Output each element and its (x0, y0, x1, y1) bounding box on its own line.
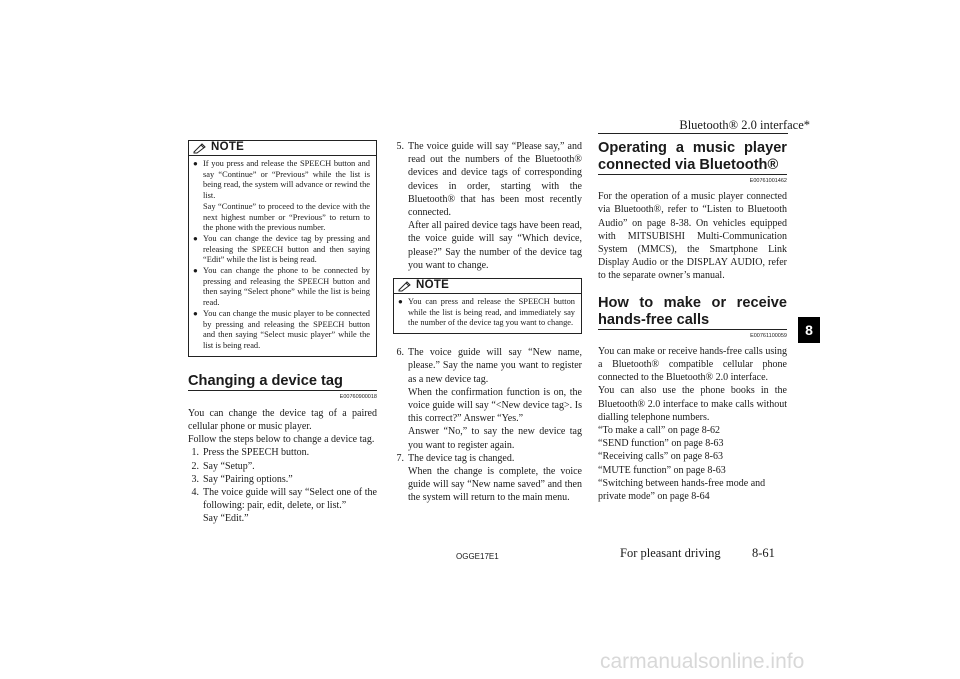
watermark: carmanualsonline.info (600, 650, 805, 673)
page-header-title: Bluetooth® 2.0 interface* (679, 118, 810, 132)
step-item: 6. The voice guide will say “New name, please.” Say the name you want to register as a new device tag. When the confirmation function is on, the voice guide will say “<New device tag>. Is this correct?” Answer “Yes.” Answer “No,” to say the new device tag you want to register again. (396, 347, 582, 451)
note-pen-icon (193, 143, 207, 154)
paragraph: You can also use the phone books in the Bluetooth® 2.0 interface to make calls without dialling telephone numbers. (598, 385, 787, 423)
paragraph: Follow the steps below to change a device tag. (188, 434, 375, 446)
step-item: 5. The voice guide will say “Please say,” and read out the numbers of the Bluetooth® devices and device tags of corresponding devices in order, starting with the Bluetooth® that has been most recently connected. After all paired device tags have been read, the voice guide will say “Which device, please?” Say the number of the device tag you want to change. (396, 141, 582, 271)
bullet-icon: ● (193, 233, 198, 243)
section-heading: Operating a music player connected via Bluetooth® (598, 140, 787, 173)
section-code: E00761100059 (750, 332, 787, 339)
bullet-icon: ● (398, 297, 403, 307)
page-reference-link[interactable]: “SEND function” on page 8-63 (598, 438, 724, 450)
section-heading: Changing a device tag (188, 373, 377, 391)
note-item: ● You can change the music player to be connected by pressing and releasing the SPEECH button and then saying “Select music player” while the list is being read. (193, 308, 370, 350)
step-item: 1. Press the SPEECH button. (191, 447, 310, 459)
note-item: ● You can change the phone to be connected by pressing and releasing the SPEECH button and then saying “Select phone” while the list is being read. (193, 266, 370, 308)
note-label: NOTE (211, 141, 245, 154)
paragraph: You can change the device tag of a paired cellular phone or music player. (188, 407, 377, 433)
footer-section-name: For pleasant driving (620, 546, 721, 560)
document-code: OGGE17E1 (456, 552, 499, 561)
step-item: 7. The device tag is changed. When the change is complete, the voice guide will say “New name saved” and then the system will return to the main menu. (396, 452, 582, 504)
page-number: 8-61 (752, 546, 775, 560)
step-item: 4. The voice guide will say “Select one of the following: pair, edit, delete, or list.” Say “Edit.” (191, 487, 377, 525)
section-code: E00761001462 (749, 178, 787, 184)
note-header (189, 141, 376, 156)
page-reference-link[interactable]: “MUTE function” on page 8-63 (598, 464, 726, 476)
section-tab: 8 (798, 317, 820, 343)
note-item: ● You can press and release the SPEECH button while the list is being read, and immediately say the number of the device tag you want to change. (398, 297, 575, 328)
right-column (598, 140, 787, 503)
page-reference-link[interactable]: “Receiving calls” on page 8-63 (598, 451, 723, 463)
note-item: ● You can change the device tag by pressing and releasing the SPEECH button and then saying “Edit” while the list is being read. (193, 233, 370, 265)
note-box (188, 140, 377, 357)
bullet-icon: ● (193, 266, 198, 276)
paragraph: For the operation of a music player connected via Bluetooth®, refer to “Listen to Bluetooth Audio” on page 8-38. On vehicles equipped with MITSUBISHI Multi-Communication System (MMCS), the Smartphone Link Display Audio or the DISPLAY AUDIO, refer to the separate owner’s manual. (598, 191, 787, 282)
note-box (393, 278, 582, 334)
left-column (188, 140, 377, 526)
step-item: 2. Say “Setup”. (191, 460, 255, 472)
header-rule (598, 133, 788, 134)
page-reference-link[interactable]: “To make a call” on page 8-62 (598, 425, 721, 437)
page-reference-link[interactable]: “Switching between hands-free mode and private mode” on page 8-64 (598, 477, 766, 503)
note-pen-icon (398, 281, 412, 292)
paragraph: You can make or receive hands-free calls using a Bluetooth® compatible cellular phone connected to the Bluetooth® 2.0 interface. (598, 345, 787, 384)
middle-column (393, 140, 582, 505)
reference-list (598, 424, 787, 503)
note-item: ● If you press and release the SPEECH button and say “Continue” or “Previous” while the list is being read, the system will advance or rewind the list. Say “Continue” to proceed to the device with the next highest number or “Previous” to return to the phone with the previous number. (193, 159, 370, 233)
note-header (394, 279, 581, 294)
note-label: NOTE (416, 279, 450, 292)
bullet-icon: ● (193, 159, 198, 168)
bullet-icon: ● (193, 308, 198, 318)
section-code: E00760900018 (339, 393, 377, 400)
section-heading: How to make or receive hands-free calls (598, 294, 787, 328)
step-item: 3. Say “Pairing options.” (191, 473, 293, 485)
